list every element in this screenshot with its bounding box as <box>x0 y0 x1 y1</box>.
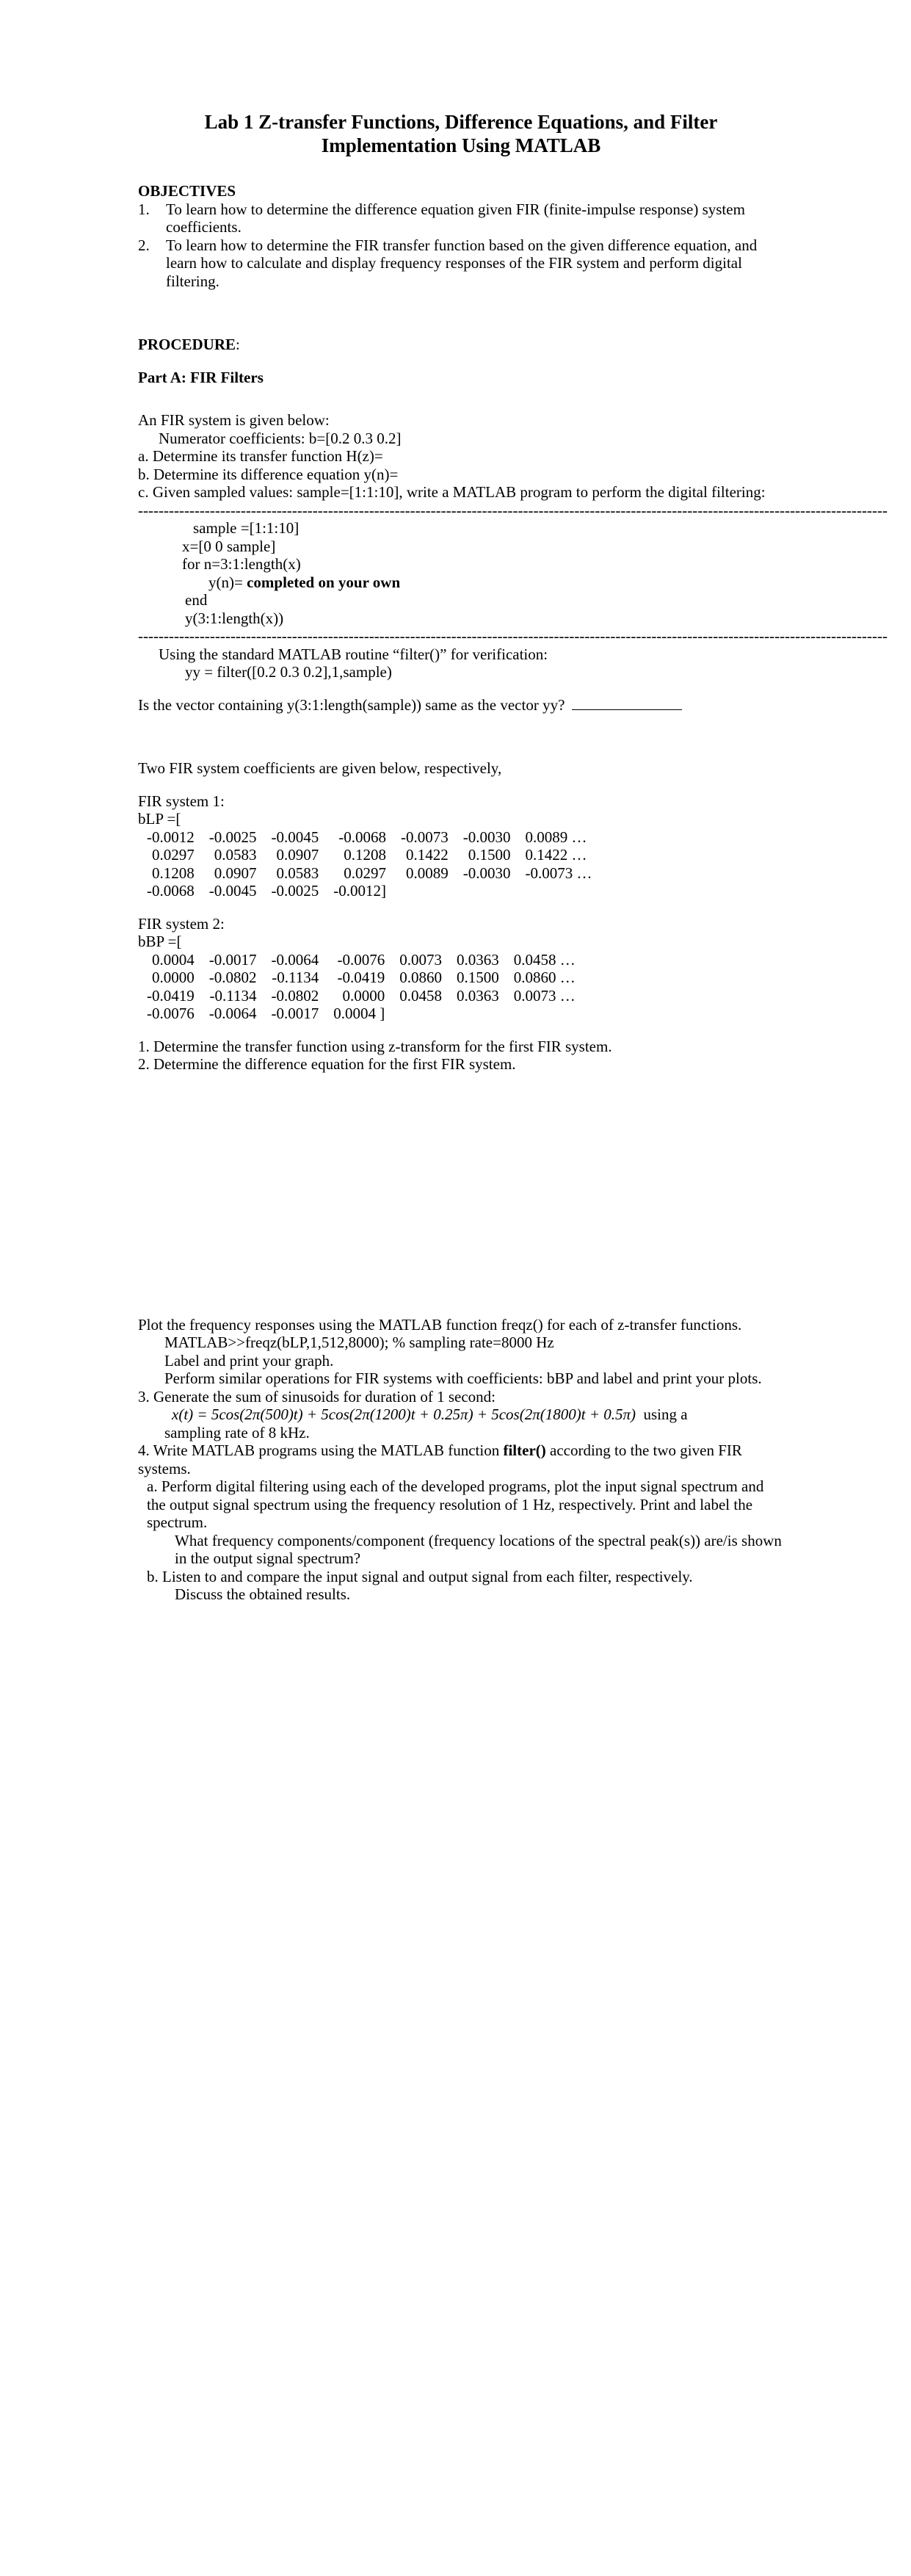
coefficient-cell: 0.0000 <box>152 969 195 986</box>
coefficient-row <box>147 882 592 900</box>
coefficient-cell: 0.1422 … <box>525 846 587 864</box>
coefficient-cell: 0.0073 <box>399 950 442 969</box>
comparison-question-text: Is the vector containing y(3:1:length(sample)) same as the vector yy? <box>138 695 565 714</box>
equation-line <box>138 1405 784 1424</box>
part-a-heading: Part A: FIR Filters <box>138 368 264 386</box>
coefficient-cell: -0.0030 <box>462 864 511 882</box>
coefficient-cell: -0.0419 <box>147 986 195 1005</box>
coefficient-cell: 0.1208 <box>152 864 195 882</box>
procedure-heading <box>138 336 784 354</box>
objective-item <box>138 200 784 236</box>
coefficient-row <box>147 987 576 1005</box>
task-4 <box>138 1441 784 1477</box>
coefficient-cell: 0.0004 <box>152 950 195 969</box>
code-line: x=[0 0 sample] <box>182 537 276 555</box>
objective-number: 1. <box>138 200 150 218</box>
coefficient-cell <box>457 1005 514 1023</box>
objective-text: To learn how to determine the FIR transfer function based on the given difference equation, and learn how to calculate and display frequency responses of the FIR system and perform digital filtering. <box>166 236 758 290</box>
procedure-heading-text: PROCEDURE <box>138 336 236 353</box>
freqz-command: MATLAB>>freqz(bLP,1,512,8000); % sampling rate=8000 Hz <box>164 1334 554 1351</box>
coefficient-cell: 0.0583 <box>276 864 319 882</box>
coefficient-cell <box>463 882 526 900</box>
task-4a-question: What frequency components/component (frequency locations of the spectral peak(s)) are/is shown in the output signal spectrum? <box>175 1531 782 1567</box>
code-line: sample =[1:1:10] <box>193 519 300 537</box>
coefficient-cell: 0.0363 <box>457 986 499 1005</box>
fir-system-1-coefficients <box>147 828 592 900</box>
coefficient-cell <box>526 882 592 900</box>
coefficient-cell: -0.0076 <box>147 1005 195 1022</box>
fir-system-2-coefficients <box>147 951 576 1023</box>
coefficient-cell: 0.0860 … <box>513 969 576 986</box>
fir-systems-intro: Two FIR system coefficients are given below, respectively, <box>138 759 502 777</box>
task-4-suffix: according to the two given FIR systems. <box>138 1441 742 1477</box>
coefficient-cell: 0.0004 ] <box>333 1005 385 1022</box>
coefficient-cell: -0.0068 <box>147 882 195 900</box>
coefficient-cell: 0.0363 <box>457 950 499 969</box>
dash-divider: -------------------------------------------------------------------------------------------------------------------------------------------------- <box>138 501 888 519</box>
coefficient-cell <box>401 882 463 900</box>
coefficient-cell: 0.0089 … <box>525 828 587 846</box>
coefficient-cell: 0.0860 <box>399 969 442 986</box>
coefficient-cell <box>514 1005 576 1023</box>
answer-blank <box>572 696 682 710</box>
answer-space <box>138 1074 784 1316</box>
coefficient-row <box>147 846 592 864</box>
task-4b-discussion: Discuss the obtained results. <box>175 1585 351 1603</box>
coefficient-cell: 0.0458 … <box>513 950 576 969</box>
coefficient-cell: 0.0000 <box>342 986 385 1005</box>
fir-system-2-label: FIR system 2: <box>138 914 225 933</box>
task-4b: b. Listen to and compare the input signal and output signal from each filter, respectively. <box>147 1567 693 1585</box>
coefficient-row <box>147 828 592 847</box>
coefficient-cell: 0.0297 <box>152 846 195 864</box>
coefficient-cell: 0.0907 <box>276 846 319 864</box>
coefficient-row <box>147 864 592 883</box>
coefficient-cell: -0.0064 <box>271 950 319 969</box>
coefficient-row <box>147 969 576 987</box>
coefficient-cell: -0.0076 <box>337 950 385 969</box>
code-line-emphasis: completed on your own <box>247 573 401 591</box>
task-4-function: filter() <box>503 1441 546 1459</box>
coefficient-cell: 0.1208 <box>344 846 386 864</box>
code-line-prefix: y(n)= <box>208 573 247 591</box>
coefficient-cell: -0.0073 … <box>525 864 592 882</box>
coefficient-cell: -0.0802 <box>271 986 319 1005</box>
sinusoid-equation: x(t) = 5cos(2π(500)t) + 5cos(2π(1200)t + 0.25π) + 5cos(2π(1800)t + 0.5π) <box>172 1405 636 1423</box>
coefficient-cell: -0.0045 <box>208 882 257 900</box>
fir-system-2-var: bBP =[ <box>138 933 182 950</box>
coefficient-cell <box>399 1005 457 1023</box>
fir-intro: An FIR system is given below: <box>138 411 330 429</box>
coefficient-cell: -0.0073 <box>401 828 449 846</box>
verify-code: yy = filter([0.2 0.3 0.2],1,sample) <box>185 663 392 681</box>
coefficient-cell: 0.0458 <box>399 986 442 1005</box>
coefficient-cell: -0.0012] <box>333 882 386 900</box>
coefficient-cell: -0.0025 <box>271 882 319 900</box>
coefficient-cell: -0.0064 <box>208 1005 257 1022</box>
equation-suffix: using a <box>643 1405 688 1423</box>
label-instruction: Label and print your graph. <box>164 1351 334 1370</box>
fir-system-1-var: bLP =[ <box>138 810 181 828</box>
verify-text: Using the standard MATLAB routine “filter()” for verification: <box>159 645 548 663</box>
coefficient-cell: -0.0030 <box>462 828 511 846</box>
coefficient-cell: 0.0907 <box>214 864 257 882</box>
question-c: c. Given sampled values: sample=[1:1:10], write a MATLAB program to perform the digital filtering: <box>138 483 766 501</box>
coefficient-cell: -0.0419 <box>337 969 385 986</box>
objective-item <box>138 236 784 291</box>
fir-system-1-label: FIR system 1: <box>138 792 225 810</box>
objective-text: To learn how to determine the difference equation given FIR (finite-impulse response) system coefficients. <box>166 200 745 236</box>
code-line: y(3:1:length(x)) <box>185 609 284 627</box>
objectives-list <box>138 200 784 291</box>
comparison-question <box>138 696 784 714</box>
code-line: end <box>185 591 208 609</box>
document-page <box>138 110 888 1604</box>
document-title: Lab 1 Z-transfer Functions, Difference Equations, and Filter Implementation Using MATLAB <box>204 111 718 156</box>
coefficient-cell: -0.0045 <box>271 828 319 846</box>
coefficient-cell: 0.0073 … <box>513 986 576 1005</box>
coefficient-cell: -0.1134 <box>209 986 257 1005</box>
coefficient-cell: 0.0297 <box>344 864 386 882</box>
coefficient-row <box>147 951 576 969</box>
task-3: 3. Generate the sum of sinusoids for duration of 1 second: <box>138 1387 496 1405</box>
coefficient-cell: -0.0012 <box>147 828 195 846</box>
coefficient-cell: -0.1134 <box>272 969 319 986</box>
similar-instruction: Perform similar operations for FIR systems with coefficients: bBP and label and print your plots. <box>164 1370 762 1387</box>
sampling-rate: sampling rate of 8 kHz. <box>164 1423 310 1441</box>
procedure-colon: : <box>236 336 240 353</box>
code-line <box>138 574 784 592</box>
coefficient-cell: 0.0583 <box>214 846 257 864</box>
coefficient-cell: 0.1500 <box>457 969 499 986</box>
dash-divider: -------------------------------------------------------------------------------------------------------------------------------------------------- <box>138 627 888 645</box>
coefficient-cell: 0.0089 <box>406 864 449 882</box>
task-4a: a. Perform digital filtering using each of the developed programs, plot the input signal spectrum and the output signal spectrum using the frequency resolution of 1 Hz, respectively. Print and label the spectrum. <box>147 1477 764 1531</box>
task-2: 2. Determine the difference equation for the first FIR system. <box>138 1055 516 1073</box>
numerator-coefficients: Numerator coefficients: b=[0.2 0.3 0.2] <box>159 429 402 447</box>
task-4-prefix: 4. Write MATLAB programs using the MATLAB function <box>138 1441 504 1459</box>
coefficient-cell: -0.0017 <box>271 1005 319 1022</box>
task-1: 1. Determine the transfer function using z-transform for the first FIR system. <box>138 1037 612 1055</box>
coefficient-cell: 0.1422 <box>406 846 449 864</box>
coefficient-cell: 0.1500 <box>468 846 511 864</box>
objective-number: 2. <box>138 236 150 254</box>
coefficient-cell: -0.0068 <box>338 828 386 846</box>
code-line: for n=3:1:length(x) <box>182 555 301 573</box>
question-b: b. Determine its difference equation y(n)= <box>138 465 399 483</box>
objectives-heading: OBJECTIVES <box>138 182 236 200</box>
plot-intro: Plot the frequency responses using the MATLAB function freqz() for each of z-transfer functions. <box>138 1315 742 1334</box>
coefficient-cell: -0.0017 <box>208 950 257 969</box>
coefficient-cell: -0.0025 <box>208 828 257 846</box>
question-a: a. Determine its transfer function H(z)= <box>138 447 383 465</box>
coefficient-row <box>147 1005 576 1023</box>
coefficient-cell: -0.0802 <box>208 969 257 986</box>
